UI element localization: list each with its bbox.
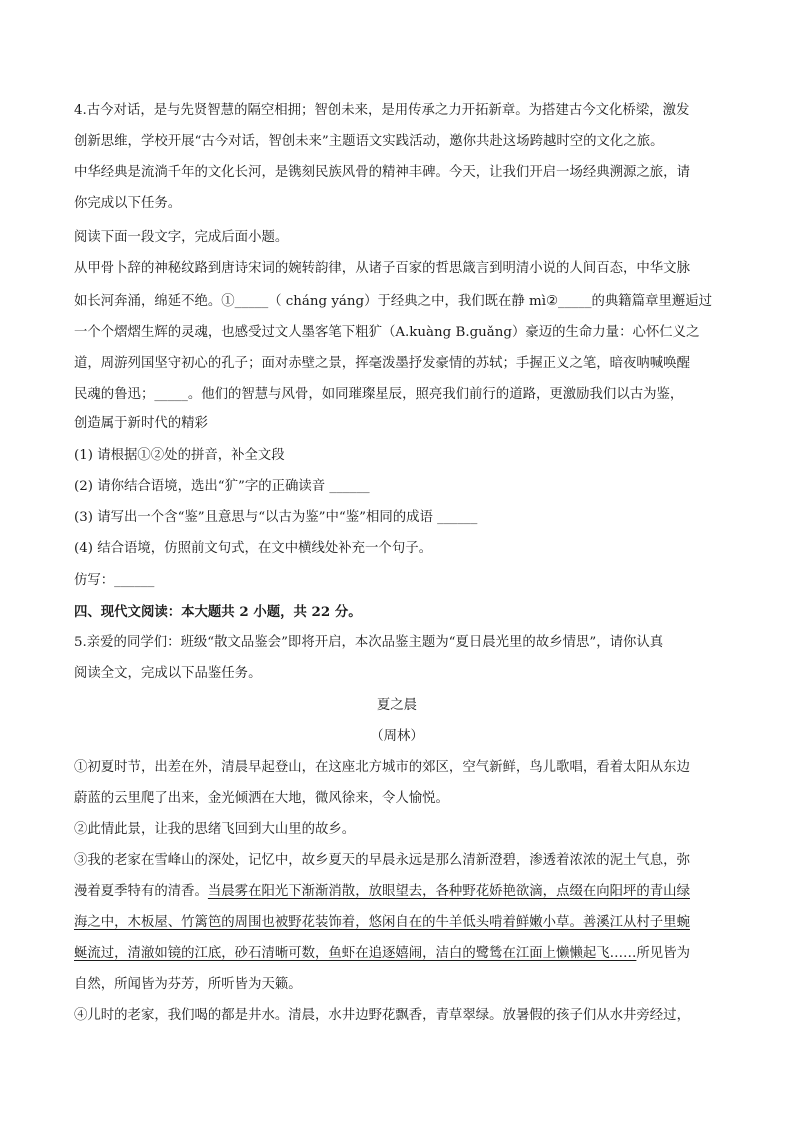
essay-author: （周林） xyxy=(370,729,424,744)
essay-para-3-line-2-plain: 漫着夏季特有的清香。 xyxy=(74,884,208,899)
subquestion-1: (1) 请根据①②处的拼音，补全文段 xyxy=(74,448,285,463)
essay-para-4-line-1: ④儿时的老家，我们喝的都是井水。清晨，水井边野花飘香，青草翠绿。放暑假的孩子们从水井旁经过， xyxy=(74,1008,690,1023)
subquestion-2: (2) 请你结合语境，选出“犷”字的正确读音 ______ xyxy=(74,479,370,494)
passage-line-4: 道，周游列国坚守初心的孔子；面对赤壁之景，挥毫泼墨抒发豪情的苏轼；手握正义之笔，暗夜呐喊唤醒 xyxy=(74,356,690,371)
underlined-sentence-part-1: 当晨雾在阳光下渐渐消散，放眼望去，各种野花娇艳欲滴，点缀在向阳坪的青山绿 xyxy=(207,884,690,899)
essay-title: 夏之晨 xyxy=(376,698,418,713)
essay-para-2: ②此情此景，让我的思绪飞回到大山里的故乡。 xyxy=(74,822,356,837)
imitation-answer-line: 仿写：______ xyxy=(74,573,155,588)
underlined-sentence-part-2: 海之中，木板屋、竹篱笆的周围也被野花装饰着，悠闲自在的牛羊低头啃着鲜嫩小草。善溪江从村子里蜿 xyxy=(74,915,690,930)
passage-line-1: 从甲骨卜辞的神秘纹路到唐诗宋词的婉转韵律，从诸子百家的哲思箴言到明清小说的人间百态，中华文脉 xyxy=(74,261,690,276)
passage-line-5: 民魂的鲁迅；_____。他们的智慧与风骨，如同璀璨星辰，照亮我们前行的道路，更激励我们以古为鉴， xyxy=(74,387,684,402)
subquestion-4: (4) 结合语境，仿照前文句式，在文中横线处补充一个句子。 xyxy=(74,541,432,556)
passage-line-3: 一个个熠熠生辉的灵魂，也感受过文人墨客笔下粗犷（A.kuàng B.guǎng）豪迈的生命力量：心怀仁义之 xyxy=(74,325,700,340)
classics-intro-line-2: 你完成以下任务。 xyxy=(74,196,182,211)
classics-intro-line-1: 中华经典是流淌千年的文化长河，是镌刻民族风骨的精神丰碑。今天，让我们开启一场经典溯源之旅，请 xyxy=(74,165,690,180)
essay-para-1-line-2: 蔚蓝的云里爬了出来，金光倾洒在大地，微风徐来，令人愉悦。 xyxy=(74,791,449,806)
underlined-sentence-part-3: 蜒流过，清澈如镜的江底，砂石清晰可数，鱼虾在追逐嬉闹，洁白的鹭鸶在江面上懒懒起飞…… xyxy=(74,946,637,961)
passage-line-6: 创造属于新时代的精彩 xyxy=(74,416,208,431)
essay-para-3-line-2 xyxy=(74,882,690,902)
q4-intro-line-2: 创新思维，学校开展“古今对话，智创未来”主题语文实践活动，邀你共赴这场跨越时空的文化之旅。 xyxy=(74,134,664,149)
subquestion-3: (3) 请写出一个含“鉴”且意思与“以古为鉴”中“鉴”相同的成语 ______ xyxy=(74,510,478,525)
essay-para-3-line-4 xyxy=(74,944,690,964)
q5-intro-line-1: 5.亲爱的同学们：班级“散文品鉴会”即将开启，本次品鉴主题为“夏日晨光里的故乡情思”，请你认真 xyxy=(74,635,664,650)
essay-para-3-line-4-plain: 所见皆为 xyxy=(636,946,690,961)
essay-para-1-line-1: ①初夏时节，出差在外，清晨早起登山，在这座北方城市的郊区，空气新鲜，鸟儿歌唱，看着太阳从东边 xyxy=(74,760,690,775)
reading-instruction: 阅读下面一段文字，完成后面小题。 xyxy=(74,230,289,245)
essay-para-3-line-1: ③我的老家在雪峰山的深处，记忆中，故乡夏天的早晨永远是那么清新澄碧，渗透着浓浓的泥土气息，弥 xyxy=(74,853,690,868)
passage-line-2: 如长河奔涌，绵延不绝。①_____（ cháng yáng）于经典之中，我们既在静 mì②_____的典籍篇章里邂逅过 xyxy=(74,294,713,309)
section-heading: 四、现代文阅读：本大题共 2 小题，共 22 分。 xyxy=(74,604,362,620)
essay-para-3-line-5: 自然，所闻皆为芬芳，所听皆为天籁。 xyxy=(74,977,302,992)
q5-intro-line-2: 阅读全文，完成以下品鉴任务。 xyxy=(74,666,262,681)
q4-intro-line-1: 4.古今对话，是与先贤智慧的隔空相拥；智创未来，是用传承之力开拓新章。为搭建古今文化桥梁，激发 xyxy=(74,103,690,118)
